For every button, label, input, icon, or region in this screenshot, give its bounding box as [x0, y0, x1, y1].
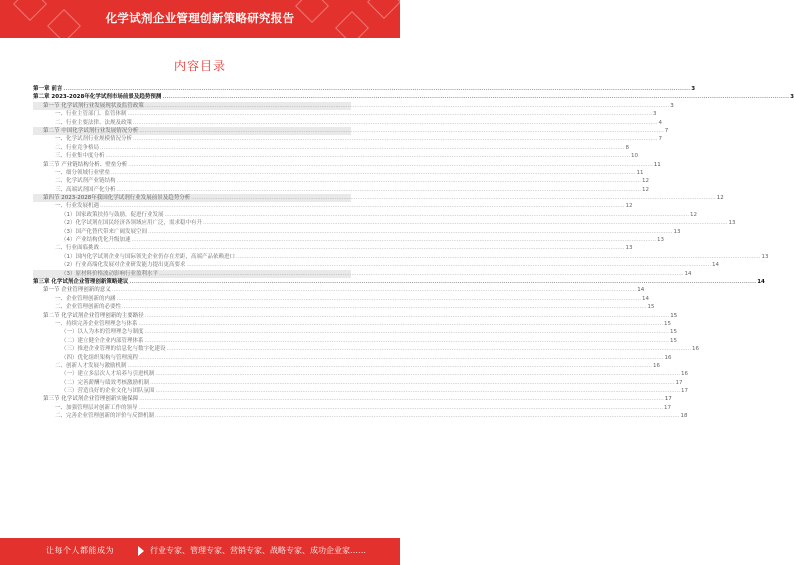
toc-entry-title: 第二节 化学试剂企业管理创新的主要路径	[43, 312, 144, 319]
toc-dot-leader: ............................................................................................................................................................................................................................................................................................................	[100, 203, 625, 210]
toc-entry-title: 第三节 产业链结构分析、壁垒分析	[43, 161, 128, 168]
footer-slogan-right: 行业专家、管理专家、营销专家、战略专家、成功企业家……	[150, 546, 366, 555]
toc-entry[interactable]	[33, 379, 683, 387]
toc-dot-leader: ............................................................................................................................................................................................................................................................................................................	[63, 86, 691, 92]
toc-entry-page: 7	[664, 127, 669, 134]
toc-entry-title: （2）行业高端化发展对企业研发能力提出更高要求	[61, 262, 186, 269]
toc-entry[interactable]	[33, 404, 672, 412]
toc-entry-title: 一、化学试剂行业规模情况分析	[55, 136, 133, 143]
page-header-banner	[0, 0, 400, 38]
toc-entry-title: （三）营造良好的企业文化与团队氛围	[61, 388, 155, 395]
toc-entry-page: 12	[642, 178, 650, 185]
toc-entry[interactable]	[33, 244, 633, 252]
toc-entry[interactable]	[33, 152, 639, 160]
toc-dot-leader: ............................................................................................................................................................................................................................................................................................................	[105, 153, 631, 160]
toc-entry[interactable]	[33, 278, 765, 286]
toc-entry-page: 15	[647, 304, 655, 311]
toc-dot-leader: ............................................................................................................................................................................................................................................................................................................	[139, 127, 664, 134]
toc-entry-page: 18	[680, 413, 688, 420]
toc-dot-leader: ............................................................................................................................................................................................................................................................................................................	[191, 195, 716, 202]
toc-dot-leader: ............................................................................................................................................................................................................................................................................................................	[162, 94, 790, 101]
toc-entry-title: 一、行业主管部门、监管体制	[55, 111, 127, 118]
toc-dot-leader: ............................................................................................................................................................................................................................................................................................................	[111, 287, 637, 294]
toc-entry-title: 二、企业管理创新的必要性	[55, 304, 122, 311]
toc-dot-leader: ............................................................................................................................................................................................................................................................................................................	[203, 220, 728, 227]
toc-entry[interactable]	[33, 412, 688, 420]
toc-dot-leader: ............................................................................................................................................................................................................................................................................................................	[144, 329, 670, 336]
toc-entry-title: （四）优化组织架构与管理流程	[61, 354, 139, 361]
toc-entry-title: 三、高端试剂国产化分析	[55, 186, 116, 193]
toc-entry[interactable]	[33, 270, 692, 278]
toc-entry-page: 14	[637, 287, 645, 294]
toc-entry[interactable]	[33, 194, 724, 202]
toc-entry-page: 3	[653, 111, 657, 118]
toc-entry-page: 16	[653, 362, 661, 369]
toc-dot-leader: ............................................................................................................................................................................................................................................................................................................	[131, 237, 657, 244]
toc-entry[interactable]	[33, 119, 663, 127]
toc-entry-title: 二、创新人才发展与激励机制	[55, 362, 127, 369]
toc-entry-page: 14	[642, 295, 650, 302]
toc-entry-page: 13	[761, 253, 769, 260]
toc-entry-page: 15	[664, 320, 672, 327]
toc-entry-title: （1）国内化学试剂企业与国际领先企业仍存在差距，高端产品依赖进口	[61, 253, 236, 260]
toc-entry-title: 第三章 化学试剂企业管理创新策略建议	[33, 278, 129, 285]
toc-entry[interactable]	[33, 261, 720, 269]
toc-entry[interactable]	[33, 219, 736, 227]
toc-entry[interactable]	[33, 395, 672, 403]
toc-dot-leader: ............................................................................................................................................................................................................................................................................................................	[138, 320, 664, 327]
toc-entry-title: （一）建立多层次人才培养与引进机制	[61, 371, 155, 378]
toc-dot-leader: ............................................................................................................................................................................................................................................................................................................	[127, 362, 653, 369]
toc-entry-page: 14	[684, 270, 692, 277]
toc-entry[interactable]	[33, 228, 681, 236]
toc-entry-page: 17	[664, 396, 672, 403]
toc-entry[interactable]	[33, 303, 655, 311]
toc-entry-title: （3）原材料价格波动影响行业盈利水平	[61, 270, 159, 277]
toc-entry-page: 17	[664, 404, 672, 411]
toc-entry-page: 14	[757, 278, 765, 285]
toc-entry-page: 15	[670, 337, 678, 344]
toc-dot-leader: ............................................................................................................................................................................................................................................................................................................	[144, 337, 670, 344]
toc-entry-page: 11	[636, 169, 644, 176]
toc-entry-title: 第一章 前言	[33, 86, 63, 92]
toc-dot-leader: ............................................................................................................................................................................................................................................................................................................	[155, 388, 681, 395]
toc-entry[interactable]	[33, 161, 661, 169]
toc-entry-page: 11	[653, 161, 661, 168]
toc-entry[interactable]	[33, 177, 650, 185]
toc-entry-page: 12	[625, 203, 633, 210]
toc-entry-title: 第三节 化学试剂企业管理创新实施保障	[43, 396, 139, 403]
toc-dot-leader: ............................................................................................................................................................................................................................................................................................................	[133, 136, 658, 143]
toc-entry-page: 3	[691, 86, 696, 92]
toc-dot-leader: ............................................................................................................................................................................................................................................................................................................	[116, 186, 642, 193]
toc-entry-title: （3）国产化替代带来广阔发展空间	[61, 228, 148, 235]
toc-entry-page: 3	[790, 94, 794, 101]
toc-entry-page: 15	[670, 329, 678, 336]
toc-entry-title: 一、企业管理创新的内涵	[55, 295, 116, 302]
toc-entry[interactable]	[33, 286, 645, 294]
toc-dot-leader: ............................................................................................................................................................................................................................................................................................................	[127, 111, 653, 118]
toc-entry[interactable]	[33, 387, 689, 395]
toc-entry[interactable]	[33, 202, 633, 210]
toc-entry-page: 17	[675, 379, 683, 386]
toc-entry-page: 8	[625, 144, 630, 151]
toc-entry-title: （一）以人为本的管理理念与制度	[61, 329, 144, 336]
toc-entry[interactable]	[33, 186, 650, 194]
toc-entry-page: 13	[657, 237, 665, 244]
toc-dot-leader: ............................................................................................................................................................................................................................................................................................................	[159, 270, 684, 277]
toc-dot-leader: ............................................................................................................................................................................................................................................................................................................	[155, 371, 681, 378]
toc-dot-leader: ............................................................................................................................................................................................................................................................................................................	[133, 119, 658, 126]
toc-dot-leader: ............................................................................................................................................................................................................................................................................................................	[144, 102, 670, 109]
toc-entry[interactable]	[33, 236, 665, 244]
toc-entry-page: 4	[658, 119, 663, 126]
toc-dot-leader: ............................................................................................................................................................................................................................................................................................................	[129, 278, 757, 285]
toc-entry[interactable]	[33, 337, 678, 345]
toc-entry-page: 15	[670, 312, 678, 319]
toc-entry-title: 一、细分领域行业壁垒	[55, 169, 111, 176]
toc-dot-leader: ............................................................................................................................................................................................................................................................................................................	[148, 228, 673, 235]
toc-entry-title: 一、加强管理层对创新工作的领导	[55, 404, 138, 411]
toc-entry[interactable]	[33, 93, 794, 101]
toc-entry-page: 12	[642, 186, 650, 193]
toc-entry[interactable]	[33, 312, 678, 320]
toc-entry-title: 二、行业竞争格局	[55, 144, 100, 151]
toc-entry-title: 第二节 中国化学试剂行业发展情况分析	[43, 127, 139, 134]
toc-dot-leader: ............................................................................................................................................................................................................................................................................................................	[116, 295, 642, 302]
toc-entry[interactable]	[33, 135, 663, 143]
toc-entry-page: 14	[712, 262, 720, 269]
toc-entry[interactable]	[33, 320, 672, 328]
toc-entry-page: 12	[716, 195, 724, 202]
toc-dot-leader: ............................................................................................................................................................................................................................................................................................................	[144, 312, 670, 319]
toc-entry[interactable]	[33, 211, 698, 219]
toc-entry-title: （二）建立健全企业内部管理体系	[61, 337, 144, 344]
toc-entry-title: 第二章 2023-2028年化学试剂市场前景及趋势预测	[33, 94, 162, 101]
toc-entry-title: （4）产业结构优化升级加速	[61, 237, 131, 244]
toc-entry[interactable]	[33, 354, 672, 362]
toc-entry-title: （1）国家政策扶持与鼓励，促进行业发展	[61, 211, 164, 218]
toc-entry-title: 第一节 化学试剂行业发展现状及监管政策	[43, 102, 144, 109]
page-footer-banner	[0, 538, 400, 565]
toc-dot-leader: ............................................................................................................................................................................................................................................................................................................	[111, 169, 636, 176]
toc-entry-page: 13	[673, 228, 681, 235]
toc-dot-leader: ............................................................................................................................................................................................................................................................................................................	[139, 354, 664, 361]
toc-entry-title: 二、行业主要法律、法规及政策	[55, 119, 133, 126]
toc-entry[interactable]	[33, 85, 696, 93]
toc-entry-title: 三、行业集中度分析	[55, 153, 105, 160]
toc-dot-leader: ............................................................................................................................................................................................................................................................................................................	[150, 379, 675, 386]
toc-entry-page: 7	[658, 136, 663, 143]
toc-entry-page: 10	[631, 153, 639, 160]
toc-entry-page: 3	[670, 102, 674, 109]
toc-entry[interactable]	[33, 345, 700, 353]
toc-entry-page: 16	[692, 346, 700, 353]
toc-entry-page: 13	[625, 245, 633, 252]
toc-entry-page: 16	[664, 354, 672, 361]
toc-dot-leader: ............................................................................................................................................................................................................................................................................................................	[100, 245, 625, 252]
toc-entry-title: 二、化学试剂产业链结构	[55, 178, 116, 185]
toc-dot-leader: ............................................................................................................................................................................................................................................................................................................	[236, 253, 761, 260]
toc-entry[interactable]	[33, 253, 769, 261]
report-title: 化学试剂企业管理创新策略研究报告	[105, 11, 295, 25]
toc-entry[interactable]	[33, 102, 674, 110]
toc-entry-page: 12	[690, 211, 698, 218]
toc-dot-leader: ............................................................................................................................................................................................................................................................................................................	[186, 262, 712, 269]
toc-dot-leader: ............................................................................................................................................................................................................................................................................................................	[166, 346, 692, 353]
toc-dot-leader: ............................................................................................................................................................................................................................................................................................................	[128, 161, 653, 168]
toc-dot-leader: ............................................................................................................................................................................................................................................................................................................	[139, 396, 664, 403]
toc-entry-title: （三）推进企业管理的信息化与数字化建设	[61, 346, 166, 353]
toc-entry-title: 二、完善企业管理创新的评价与反馈机制	[55, 413, 155, 420]
toc-dot-leader: ............................................................................................................................................................................................................................................................................................................	[116, 178, 642, 185]
toc-entry-title: 第一节 企业管理创新的意义	[43, 287, 111, 294]
toc-entry[interactable]	[33, 127, 669, 135]
toc-entry-title: （2）化学试剂在国民经济各领域应用广泛，需求稳中有升	[61, 220, 203, 227]
toc-heading: 内容目录	[173, 59, 226, 73]
toc-entry[interactable]	[33, 370, 689, 378]
toc-entry-page: 17	[681, 388, 689, 395]
table-of-contents	[33, 85, 794, 421]
toc-entry-title: 一、持续完善企业管理理念与体系	[55, 320, 138, 327]
toc-dot-leader: ............................................................................................................................................................................................................................................................................................................	[100, 144, 625, 151]
toc-entry-title: 一、行业发展机遇	[55, 203, 100, 210]
toc-dot-leader: ............................................................................................................................................................................................................................................................................................................	[155, 413, 680, 420]
toc-entry[interactable]	[33, 362, 661, 370]
toc-entry-title: （二）完善薪酬与绩效考核激励机制	[61, 379, 150, 386]
toc-entry-page: 13	[728, 220, 736, 227]
footer-slogan-left: 让每个人都能成为	[46, 546, 114, 555]
toc-entry-title: 二、行业面临挑战	[55, 245, 100, 252]
toc-dot-leader: ............................................................................................................................................................................................................................................................................................................	[164, 211, 690, 218]
toc-entry[interactable]	[33, 328, 678, 336]
toc-entry[interactable]	[33, 110, 657, 118]
toc-dot-leader: ............................................................................................................................................................................................................................................................................................................	[122, 304, 647, 311]
toc-entry[interactable]	[33, 169, 644, 177]
toc-entry[interactable]	[33, 295, 650, 303]
toc-entry-page: 16	[681, 371, 689, 378]
toc-entry[interactable]	[33, 144, 630, 152]
toc-entry-title: 第四节 2023-2028年我国化学试剂行业发展前景及趋势分析	[43, 195, 191, 202]
arrow-right-icon	[138, 546, 144, 556]
toc-dot-leader: ............................................................................................................................................................................................................................................................................................................	[138, 404, 664, 411]
